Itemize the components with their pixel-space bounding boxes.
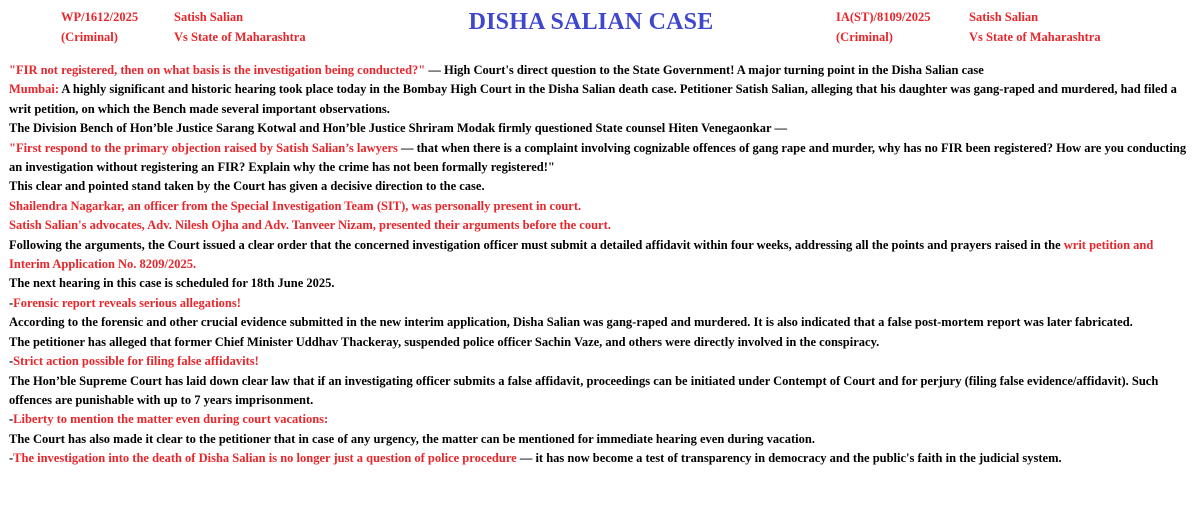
false-affidavit-heading-text: Strict action possible for filing false affidavits! [13,354,259,369]
bench-paragraph: The Division Bench of Hon’ble Justice Sarang Kotwal and Hon’ble Justice Shriram Modak firmly questioned State counsel Hiten Venegaonkar — [9,121,787,136]
order-text: Following the arguments, the Court issued a clear order that the concerned investigation officer must submit a detailed affidavit within four weeks, addressing all the points and prayers raised in the [9,237,1064,252]
headline-text: — High Court's direct question to the State Government! A major turning point in the Disha Salian case [425,63,984,77]
false-affidavit-heading [9,352,1194,371]
parties-right [969,7,1101,47]
forensic-heading-text: Forensic report reveals serious allegations! [13,295,241,310]
petitioner-name: Satish Salian [174,10,244,24]
headline-quote: "FIR not registered, then on what basis is the investigation being conducted?" [9,63,426,77]
case-type: (Criminal) [61,30,118,44]
order-petition-ref: writ petition and Interim Application No. 8209/2025. [9,237,1154,272]
case-number: WP/1612/2025 [61,10,139,24]
respondent-name: Vs State of Maharashtra [174,30,306,44]
court-question-text: — that when there is a complaint involving cognizable offences of gang rape and murder, why has no FIR been registered? How are you conducting an investigation without registering an FIR? Explain why the crime has not been formally registered!" [9,140,1187,175]
forensic-heading [9,294,1194,313]
allegation-paragraph: The petitioner has alleged that former Chief Minister Uddhav Thackeray, suspended police officer Sachin Vaze, and others were directly involved in the conspiracy. [9,334,880,349]
respondent-name: Vs State of Maharashtra [969,30,1101,44]
conclusion-text: — it has now become a test of transparency in democracy and the public's faith in the judicial system. [516,451,1062,466]
sit-officer-paragraph: Shailendra Nagarkar, an officer from the Special Investigation Team (SIT), was personally present in court. [9,198,582,213]
intro-text: A highly significant and historic hearing took place today in the Bombay High Court in the Disha Salian death case. Petitioner Satish Salian, alleging that his daughter was gang-raped and murdered, had filed a writ petition, on which the Bench made several important observations. [9,82,1177,116]
advocates-paragraph: Satish Salian's advocates, Adv. Nilesh Ojha and Adv. Tanveer Nizam, presented their arguments before the court. [9,218,611,233]
dash: - [9,295,14,310]
conclusion-paragraph [9,449,1194,468]
case-number: IA(ST)/8109/2025 [836,10,931,24]
court-question-quote: "First respond to the primary objection raised by Satish Salian’s lawyers [9,140,398,155]
next-hearing-paragraph: The next hearing in this case is scheduled for 18th June 2025. [9,276,335,291]
dateline: Mumbai: [9,82,59,97]
order-paragraph [9,236,1194,275]
supreme-court-paragraph: The Hon’ble Supreme Court has laid down clear law that if an investigating officer submits a false affidavit, proceedings can be initiated under Contempt of Court and for perjury (filing false evidence/affidavit). Such offences are punishable with up to 7 years imprisonment. [9,373,1159,407]
vacation-heading [9,410,1194,429]
case-number-right [836,7,930,47]
vacation-heading-text: Liberty to mention the matter even during court vacations: [13,412,329,427]
stand-paragraph: This clear and pointed stand taken by the Court has given a decisive direction to the case. [9,179,485,194]
case-type: (Criminal) [836,30,893,44]
court-question-paragraph [9,139,1194,178]
dash: - [9,354,14,369]
dash: - [9,412,14,427]
vacation-paragraph: The Court has also made it clear to the petitioner that in case of any urgency, the matter can be mentioned for immediate hearing even during vacation. [9,431,815,446]
petitioner-name: Satish Salian [969,10,1039,24]
article-body [9,61,1194,469]
page-title: DISHA SALIAN CASE [468,9,714,35]
headline-paragraph [9,61,1194,80]
conclusion-highlight: The investigation into the death of Disha Salian is no longer just a question of police procedure [13,451,517,466]
intro-paragraph [9,80,1194,119]
forensic-paragraph: According to the forensic and other crucial evidence submitted in the new interim application, Disha Salian was gang-raped and murdered. It is also indicated that a false post-mortem report was later fabricated. [9,315,1133,330]
dash: - [9,451,14,466]
